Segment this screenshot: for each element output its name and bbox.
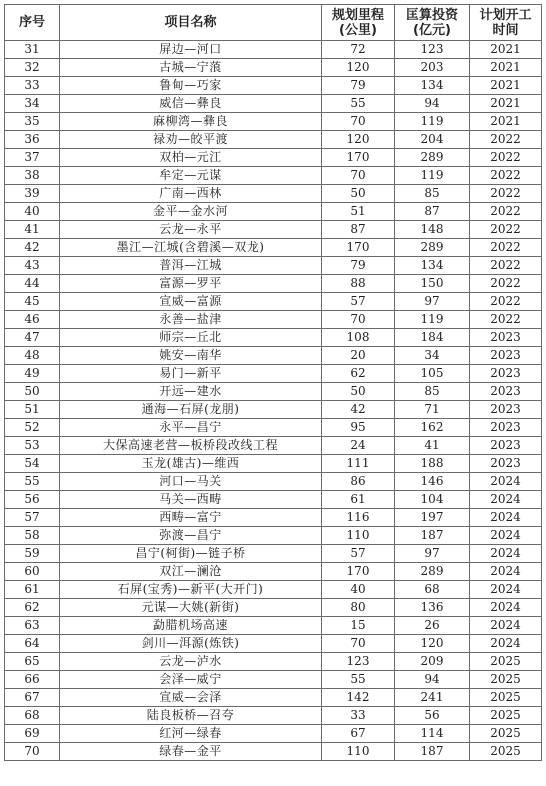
header-index: 序号 (5, 5, 60, 41)
table-row (5, 365, 542, 383)
cell-estimated-investment: 34 (395, 347, 470, 365)
header-estimated-investment (395, 5, 470, 41)
header-planned-start-line2: 时间 (492, 22, 519, 38)
header-planned-length-line1: 规划里程 (331, 7, 384, 23)
table-row (5, 617, 542, 635)
table-row (5, 419, 542, 437)
cell-project-name: 开远—建水 (60, 383, 322, 401)
cell-planned-length: 170 (322, 239, 395, 257)
cell-index: 48 (5, 347, 60, 365)
cell-estimated-investment: 119 (395, 113, 470, 131)
cell-planned-start: 2024 (470, 473, 542, 491)
cell-planned-start: 2024 (470, 527, 542, 545)
cell-planned-length: 55 (322, 95, 395, 113)
cell-planned-length: 57 (322, 545, 395, 563)
cell-project-name: 墨江—江城(含碧溪—双龙) (60, 239, 322, 257)
table-row (5, 581, 542, 599)
cell-index: 34 (5, 95, 60, 113)
cell-estimated-investment: 184 (395, 329, 470, 347)
cell-planned-start: 2023 (470, 365, 542, 383)
cell-planned-start: 2023 (470, 347, 542, 365)
cell-planned-length: 123 (322, 653, 395, 671)
cell-planned-length: 170 (322, 563, 395, 581)
cell-project-name: 广南—西林 (60, 185, 322, 203)
cell-planned-length: 70 (322, 635, 395, 653)
table-row (5, 221, 542, 239)
cell-project-name: 玉龙(雄古)—维西 (60, 455, 322, 473)
cell-planned-length: 67 (322, 725, 395, 743)
cell-estimated-investment: 148 (395, 221, 470, 239)
header-planned-length-unit: (公里) (339, 22, 377, 38)
cell-index: 35 (5, 113, 60, 131)
header-estimated-investment-line1: 匡算投资 (405, 7, 458, 23)
cell-project-name: 绿春—金平 (60, 743, 322, 761)
table-row (5, 527, 542, 545)
cell-project-name: 西畴—富宁 (60, 509, 322, 527)
cell-index: 63 (5, 617, 60, 635)
highway-projects-table (4, 4, 542, 761)
cell-planned-start: 2023 (470, 401, 542, 419)
cell-index: 47 (5, 329, 60, 347)
cell-planned-start: 2024 (470, 581, 542, 599)
cell-planned-length: 50 (322, 185, 395, 203)
cell-estimated-investment: 289 (395, 239, 470, 257)
table-row (5, 329, 542, 347)
cell-planned-length: 120 (322, 59, 395, 77)
header-row (5, 5, 542, 41)
table-row (5, 473, 542, 491)
cell-index: 49 (5, 365, 60, 383)
cell-project-name: 昌宁(柯街)—链子桥 (60, 545, 322, 563)
cell-project-name: 永善—盐津 (60, 311, 322, 329)
cell-planned-length: 70 (322, 113, 395, 131)
cell-project-name: 金平—金水河 (60, 203, 322, 221)
cell-index: 64 (5, 635, 60, 653)
table-row (5, 185, 542, 203)
cell-planned-start: 2022 (470, 149, 542, 167)
header-project-name: 项目名称 (60, 5, 322, 41)
cell-estimated-investment: 289 (395, 563, 470, 581)
cell-project-name: 马关—西畴 (60, 491, 322, 509)
cell-estimated-investment: 289 (395, 149, 470, 167)
table-row (5, 131, 542, 149)
cell-estimated-investment: 41 (395, 437, 470, 455)
cell-planned-length: 87 (322, 221, 395, 239)
cell-index: 51 (5, 401, 60, 419)
table-row (5, 635, 542, 653)
header-planned-length (322, 5, 395, 41)
cell-project-name: 元谋—大姚(新街) (60, 599, 322, 617)
cell-planned-start: 2022 (470, 293, 542, 311)
table-row (5, 41, 542, 59)
cell-planned-length: 95 (322, 419, 395, 437)
cell-estimated-investment: 204 (395, 131, 470, 149)
cell-planned-start: 2021 (470, 59, 542, 77)
cell-planned-start: 2025 (470, 689, 542, 707)
cell-planned-start: 2022 (470, 131, 542, 149)
cell-estimated-investment: 134 (395, 257, 470, 275)
cell-planned-length: 20 (322, 347, 395, 365)
cell-planned-start: 2021 (470, 41, 542, 59)
cell-estimated-investment: 104 (395, 491, 470, 509)
cell-index: 59 (5, 545, 60, 563)
cell-estimated-investment: 56 (395, 707, 470, 725)
cell-planned-length: 50 (322, 383, 395, 401)
cell-index: 40 (5, 203, 60, 221)
cell-planned-start: 2022 (470, 185, 542, 203)
table-row (5, 401, 542, 419)
cell-index: 31 (5, 41, 60, 59)
cell-planned-start: 2024 (470, 491, 542, 509)
cell-index: 68 (5, 707, 60, 725)
cell-planned-length: 142 (322, 689, 395, 707)
cell-project-name: 牟定—元谋 (60, 167, 322, 185)
table-row (5, 149, 542, 167)
cell-planned-start: 2022 (470, 203, 542, 221)
cell-estimated-investment: 26 (395, 617, 470, 635)
cell-estimated-investment: 187 (395, 527, 470, 545)
cell-project-name: 会泽—威宁 (60, 671, 322, 689)
table-row (5, 203, 542, 221)
cell-planned-start: 2021 (470, 95, 542, 113)
cell-index: 32 (5, 59, 60, 77)
cell-planned-start: 2021 (470, 77, 542, 95)
cell-project-name: 红河—绿春 (60, 725, 322, 743)
table-row (5, 563, 542, 581)
cell-estimated-investment: 71 (395, 401, 470, 419)
cell-planned-length: 70 (322, 167, 395, 185)
cell-index: 70 (5, 743, 60, 761)
cell-planned-length: 79 (322, 257, 395, 275)
cell-estimated-investment: 209 (395, 653, 470, 671)
cell-planned-length: 170 (322, 149, 395, 167)
header-planned-start-line1: 计划开工 (479, 7, 532, 23)
cell-planned-start: 2023 (470, 419, 542, 437)
cell-estimated-investment: 105 (395, 365, 470, 383)
table-row (5, 509, 542, 527)
cell-planned-length: 42 (322, 401, 395, 419)
cell-planned-start: 2025 (470, 707, 542, 725)
cell-estimated-investment: 146 (395, 473, 470, 491)
cell-planned-start: 2022 (470, 275, 542, 293)
cell-planned-start: 2023 (470, 437, 542, 455)
cell-project-name: 永平—昌宁 (60, 419, 322, 437)
cell-index: 36 (5, 131, 60, 149)
cell-planned-length: 80 (322, 599, 395, 617)
cell-estimated-investment: 136 (395, 599, 470, 617)
cell-estimated-investment: 187 (395, 743, 470, 761)
cell-project-name: 双柏—元江 (60, 149, 322, 167)
header-estimated-investment-unit: (亿元) (413, 22, 451, 38)
cell-project-name: 云龙—永平 (60, 221, 322, 239)
table-row (5, 257, 542, 275)
cell-estimated-investment: 120 (395, 635, 470, 653)
cell-planned-length: 120 (322, 131, 395, 149)
cell-planned-start: 2024 (470, 509, 542, 527)
cell-planned-start: 2022 (470, 239, 542, 257)
cell-estimated-investment: 119 (395, 167, 470, 185)
table-row (5, 347, 542, 365)
cell-estimated-investment: 162 (395, 419, 470, 437)
table-row (5, 725, 542, 743)
header-planned-start (470, 5, 542, 41)
cell-estimated-investment: 85 (395, 383, 470, 401)
cell-index: 44 (5, 275, 60, 293)
cell-project-name: 鲁甸—巧家 (60, 77, 322, 95)
cell-planned-start: 2024 (470, 617, 542, 635)
table-row (5, 275, 542, 293)
cell-index: 45 (5, 293, 60, 311)
cell-project-name: 宣威—富源 (60, 293, 322, 311)
cell-index: 38 (5, 167, 60, 185)
cell-project-name: 威信—彝良 (60, 95, 322, 113)
cell-planned-start: 2023 (470, 329, 542, 347)
table-row (5, 437, 542, 455)
table-row (5, 95, 542, 113)
cell-estimated-investment: 87 (395, 203, 470, 221)
cell-planned-start: 2021 (470, 113, 542, 131)
cell-estimated-investment: 188 (395, 455, 470, 473)
cell-index: 56 (5, 491, 60, 509)
cell-estimated-investment: 197 (395, 509, 470, 527)
cell-planned-start: 2022 (470, 167, 542, 185)
cell-index: 53 (5, 437, 60, 455)
table-row (5, 545, 542, 563)
cell-planned-length: 15 (322, 617, 395, 635)
cell-project-name: 大保高速老营—板桥段改线工程 (60, 437, 322, 455)
cell-estimated-investment: 94 (395, 95, 470, 113)
cell-index: 62 (5, 599, 60, 617)
cell-estimated-investment: 203 (395, 59, 470, 77)
cell-index: 58 (5, 527, 60, 545)
cell-planned-length: 62 (322, 365, 395, 383)
cell-planned-length: 86 (322, 473, 395, 491)
cell-project-name: 师宗—丘北 (60, 329, 322, 347)
cell-index: 69 (5, 725, 60, 743)
cell-estimated-investment: 123 (395, 41, 470, 59)
cell-project-name: 宣威—会泽 (60, 689, 322, 707)
cell-planned-start: 2025 (470, 725, 542, 743)
table-row (5, 689, 542, 707)
cell-estimated-investment: 94 (395, 671, 470, 689)
cell-planned-start: 2024 (470, 545, 542, 563)
cell-project-name: 弥渡—昌宁 (60, 527, 322, 545)
cell-planned-length: 110 (322, 527, 395, 545)
cell-project-name: 通海—石屏(龙朋) (60, 401, 322, 419)
cell-estimated-investment: 97 (395, 293, 470, 311)
cell-index: 43 (5, 257, 60, 275)
cell-index: 66 (5, 671, 60, 689)
cell-index: 60 (5, 563, 60, 581)
cell-project-name: 姚安—南华 (60, 347, 322, 365)
cell-estimated-investment: 150 (395, 275, 470, 293)
table-row (5, 743, 542, 761)
cell-planned-length: 110 (322, 743, 395, 761)
cell-estimated-investment: 114 (395, 725, 470, 743)
table-row (5, 707, 542, 725)
cell-estimated-investment: 97 (395, 545, 470, 563)
table-row (5, 113, 542, 131)
cell-estimated-investment: 134 (395, 77, 470, 95)
cell-planned-length: 40 (322, 581, 395, 599)
cell-planned-start: 2025 (470, 743, 542, 761)
table-row (5, 167, 542, 185)
cell-index: 41 (5, 221, 60, 239)
cell-planned-start: 2022 (470, 311, 542, 329)
table-row (5, 59, 542, 77)
table-row (5, 653, 542, 671)
cell-planned-start: 2024 (470, 563, 542, 581)
cell-planned-length: 108 (322, 329, 395, 347)
cell-planned-length: 116 (322, 509, 395, 527)
cell-estimated-investment: 241 (395, 689, 470, 707)
cell-index: 52 (5, 419, 60, 437)
cell-project-name: 富源—罗平 (60, 275, 322, 293)
cell-index: 65 (5, 653, 60, 671)
cell-planned-start: 2023 (470, 383, 542, 401)
cell-planned-start: 2025 (470, 653, 542, 671)
cell-index: 46 (5, 311, 60, 329)
cell-project-name: 麻柳湾—彝良 (60, 113, 322, 131)
cell-planned-start: 2025 (470, 671, 542, 689)
cell-project-name: 河口—马关 (60, 473, 322, 491)
cell-index: 67 (5, 689, 60, 707)
table-row (5, 599, 542, 617)
cell-planned-length: 33 (322, 707, 395, 725)
cell-planned-length: 24 (322, 437, 395, 455)
cell-planned-length: 79 (322, 77, 395, 95)
cell-project-name: 陆良板桥—召夸 (60, 707, 322, 725)
cell-planned-length: 55 (322, 671, 395, 689)
cell-index: 61 (5, 581, 60, 599)
table-row (5, 293, 542, 311)
cell-project-name: 石屏(宝秀)—新平(大开门) (60, 581, 322, 599)
table-row (5, 383, 542, 401)
cell-project-name: 云龙—泸水 (60, 653, 322, 671)
cell-planned-length: 72 (322, 41, 395, 59)
table-row (5, 239, 542, 257)
cell-planned-start: 2022 (470, 221, 542, 239)
cell-project-name: 禄劝—皎平渡 (60, 131, 322, 149)
cell-planned-start: 2024 (470, 599, 542, 617)
table-row (5, 491, 542, 509)
cell-planned-length: 88 (322, 275, 395, 293)
table-body (5, 41, 542, 761)
cell-planned-length: 70 (322, 311, 395, 329)
table-row (5, 671, 542, 689)
cell-project-name: 剑川—洱源(炼铁) (60, 635, 322, 653)
cell-project-name: 普洱—江城 (60, 257, 322, 275)
cell-index: 33 (5, 77, 60, 95)
cell-project-name: 屏边—河口 (60, 41, 322, 59)
cell-planned-length: 111 (322, 455, 395, 473)
cell-project-name: 勐腊机场高速 (60, 617, 322, 635)
cell-estimated-investment: 85 (395, 185, 470, 203)
cell-index: 42 (5, 239, 60, 257)
cell-planned-length: 51 (322, 203, 395, 221)
cell-planned-length: 57 (322, 293, 395, 311)
table-row (5, 311, 542, 329)
cell-planned-start: 2023 (470, 455, 542, 473)
cell-project-name: 易门—新平 (60, 365, 322, 383)
cell-index: 50 (5, 383, 60, 401)
cell-planned-start: 2022 (470, 257, 542, 275)
cell-project-name: 古城—宁蒗 (60, 59, 322, 77)
cell-estimated-investment: 119 (395, 311, 470, 329)
cell-index: 55 (5, 473, 60, 491)
cell-estimated-investment: 68 (395, 581, 470, 599)
table-row (5, 455, 542, 473)
cell-index: 39 (5, 185, 60, 203)
cell-project-name: 双江—澜沧 (60, 563, 322, 581)
cell-planned-start: 2024 (470, 635, 542, 653)
cell-index: 37 (5, 149, 60, 167)
cell-index: 57 (5, 509, 60, 527)
table-row (5, 77, 542, 95)
cell-index: 54 (5, 455, 60, 473)
cell-planned-length: 61 (322, 491, 395, 509)
